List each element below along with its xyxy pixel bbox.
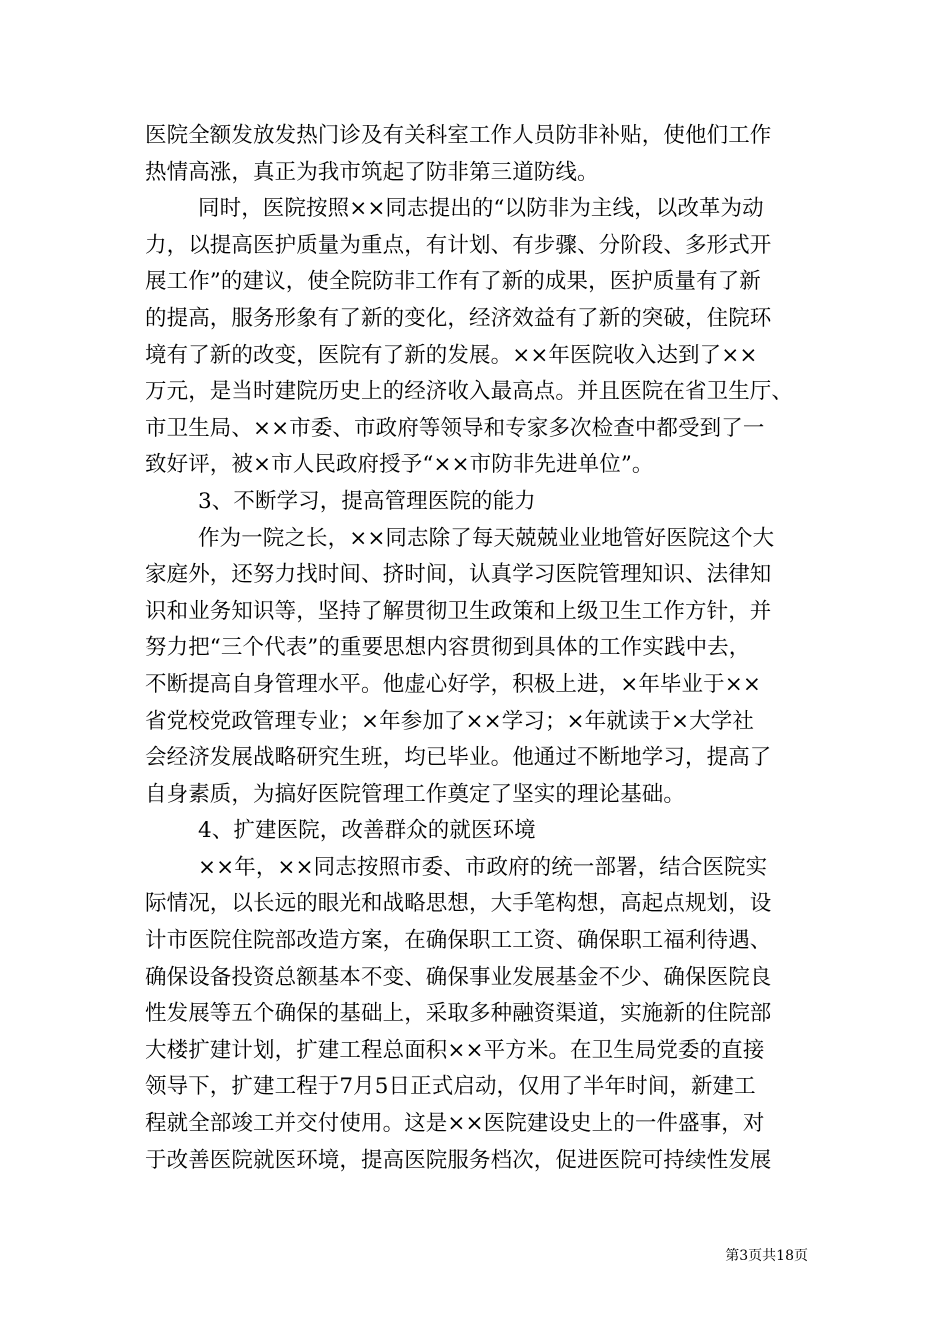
text-line: 致好评，被×市人民政府授予“××市防非先进单位”。 (145, 452, 654, 478)
text-line: 识和业务知识等，坚持了解贯彻卫生政策和上级卫生工作方针，并 (145, 598, 772, 624)
text-line: 万元，是当时建院历史上的经济收入最高点。并且医院在省卫生厅、 (145, 379, 794, 405)
text-line: 的提高，服务形象有了新的变化，经济效益有了新的突破，住院环 (145, 305, 772, 331)
text-line: 领导下，扩建工程于7月5日正式启动，仅用了半年时间，新建工 (145, 1074, 756, 1100)
text-line: 大楼扩建计划，扩建工程总面积××平方米。在卫生局党委的直接 (145, 1037, 765, 1063)
text-line: 力，以提高医护质量为重点，有计划、有步骤、分阶段、多形式开 (145, 232, 772, 258)
text-line: 际情况，以长远的眼光和战略思想，大手笔构想，高起点规划，设 (145, 891, 772, 917)
paragraph-start-line: ××年，××同志按照市委、市政府的统一部署，结合医院实 (198, 854, 768, 880)
text-line: 计市医院住院部改造方案，在确保职工工资、确保职工福利待遇、 (145, 928, 772, 954)
text-line: 省党校党政管理专业；×年参加了××学习；×年就读于×大学社 (145, 708, 754, 734)
text-line: 展工作”的建议，使全院防非工作有了新的成果，医护质量有了新 (145, 269, 761, 295)
page-number: 第3页共18页 (725, 1248, 808, 1264)
document-body (145, 118, 810, 1179)
paragraph-start-line: 作为一院之长，××同志除了每天兢兢业业地管好医院这个大 (198, 525, 775, 551)
section-heading: 4、扩建医院，改善群众的就医环境 (198, 818, 536, 844)
text-line: 程就全部竣工并交付使用。这是××医院建设史上的一件盛事，对 (145, 1111, 765, 1137)
text-line: 热情高涨，真正为我市筑起了防非第三道防线。 (145, 159, 599, 185)
text-line: 于改善医院就医环境，提高医院服务档次，促进医院可持续性发展 (145, 1147, 772, 1173)
text-line: 市卫生局、××市委、市政府等领导和专家多次检查中都受到了一 (145, 415, 765, 441)
text-line: 家庭外，还努力找时间、挤时间，认真学习医院管理知识、法律知 (145, 562, 772, 588)
text-line: 确保设备投资总额基本不变、确保事业发展基金不少、确保医院良 (145, 964, 772, 990)
text-line: 不断提高自身管理水平。他虚心好学，积极上进，×年毕业于×× (145, 671, 761, 697)
text-line: 医院全额发放发热门诊及有关科室工作人员防非补贴，使他们工作 (145, 123, 772, 148)
text-line: 会经济发展战略研究生班，均已毕业。他通过不断地学习，提高了 (145, 745, 772, 771)
text-line: 努力把“三个代表”的重要思想内容贯彻到具体的工作实践中去， (145, 635, 751, 661)
text-line: 性发展等五个确保的基础上，采取多种融资渠道，实施新的住院部 (145, 1001, 772, 1027)
paragraph-start-line: 同时，医院按照××同志提出的“以防非为主线，以改革为动 (198, 196, 764, 222)
text-line: 境有了新的改变，医院有了新的发展。××年医院收入达到了×× (145, 342, 758, 368)
text-line: 自身素质，为搞好医院管理工作奠定了坚实的理论基础。 (145, 781, 686, 807)
section-heading: 3、不断学习，提高管理医院的能力 (198, 488, 536, 514)
